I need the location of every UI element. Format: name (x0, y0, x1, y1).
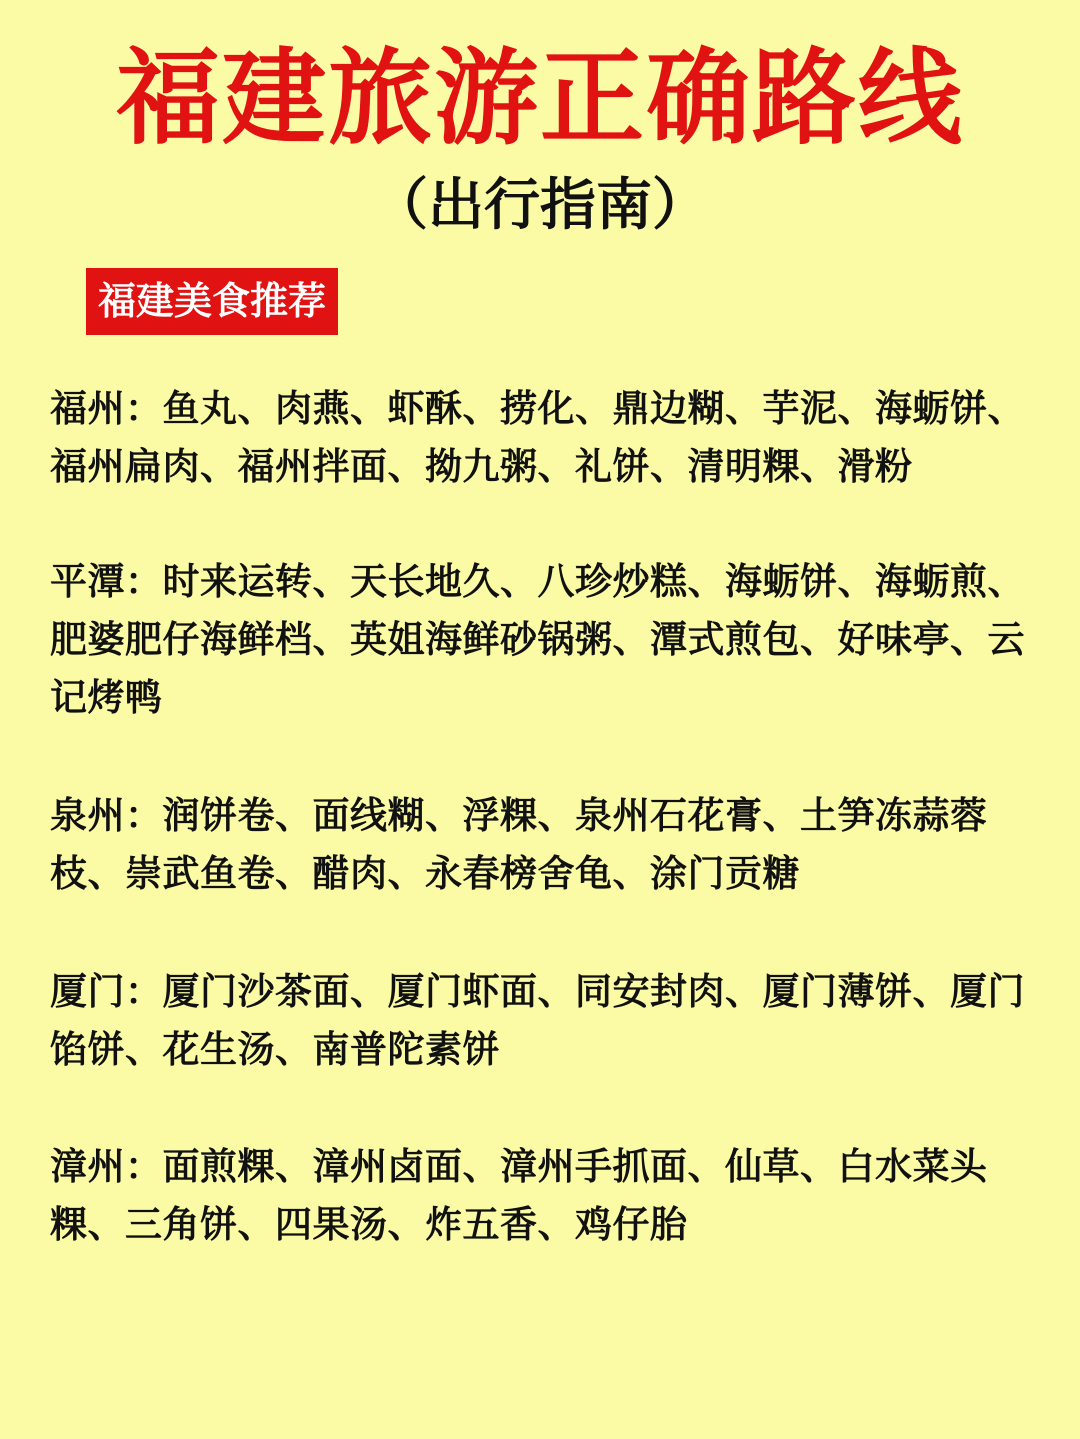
region-name: 漳州： (50, 1145, 163, 1188)
region-xiamen (50, 963, 1040, 1079)
region-fuzhou (50, 380, 1040, 496)
region-name: 平潭： (50, 560, 163, 603)
region-name: 泉州： (50, 794, 163, 837)
region-quanzhou (50, 787, 1040, 903)
page-title: 福建旅游正确路线 (115, 37, 964, 159)
region-foods: 润饼卷、面线糊、浮粿、泉州石花膏、土笋冻蒜蓉枝、崇武鱼卷、醋肉、永春榜舍龟、涂门贡糖 (50, 794, 988, 895)
region-foods: 时来运转、天长地久、八珍炒糕、海蛎饼、海蛎煎、肥婆肥仔海鲜档、英姐海鲜砂锅粥、潭式煎包、好味亭、云记烤鸭 (50, 560, 1025, 719)
region-zhangzhou (50, 1138, 1040, 1254)
region-foods: 面煎粿、漳州卤面、漳州手抓面、仙草、白水菜头粿、三角饼、四果汤、炸五香、鸡仔胎 (50, 1145, 988, 1246)
region-name: 福州： (50, 387, 163, 430)
region-name: 厦门： (50, 970, 163, 1013)
region-pingtan (50, 553, 1040, 727)
page-subtitle: （出行指南） (372, 173, 708, 238)
region-foods: 厦门沙茶面、厦门虾面、同安封肉、厦门薄饼、厦门馅饼、花生汤、南普陀素饼 (50, 970, 1025, 1071)
region-foods: 鱼丸、肉燕、虾酥、捞化、鼎边糊、芋泥、海蛎饼、福州扁肉、福州拌面、拗九粥、礼饼、清明粿、滑粉 (50, 387, 1025, 488)
section-badge-food: 福建美食推荐 (86, 268, 338, 335)
